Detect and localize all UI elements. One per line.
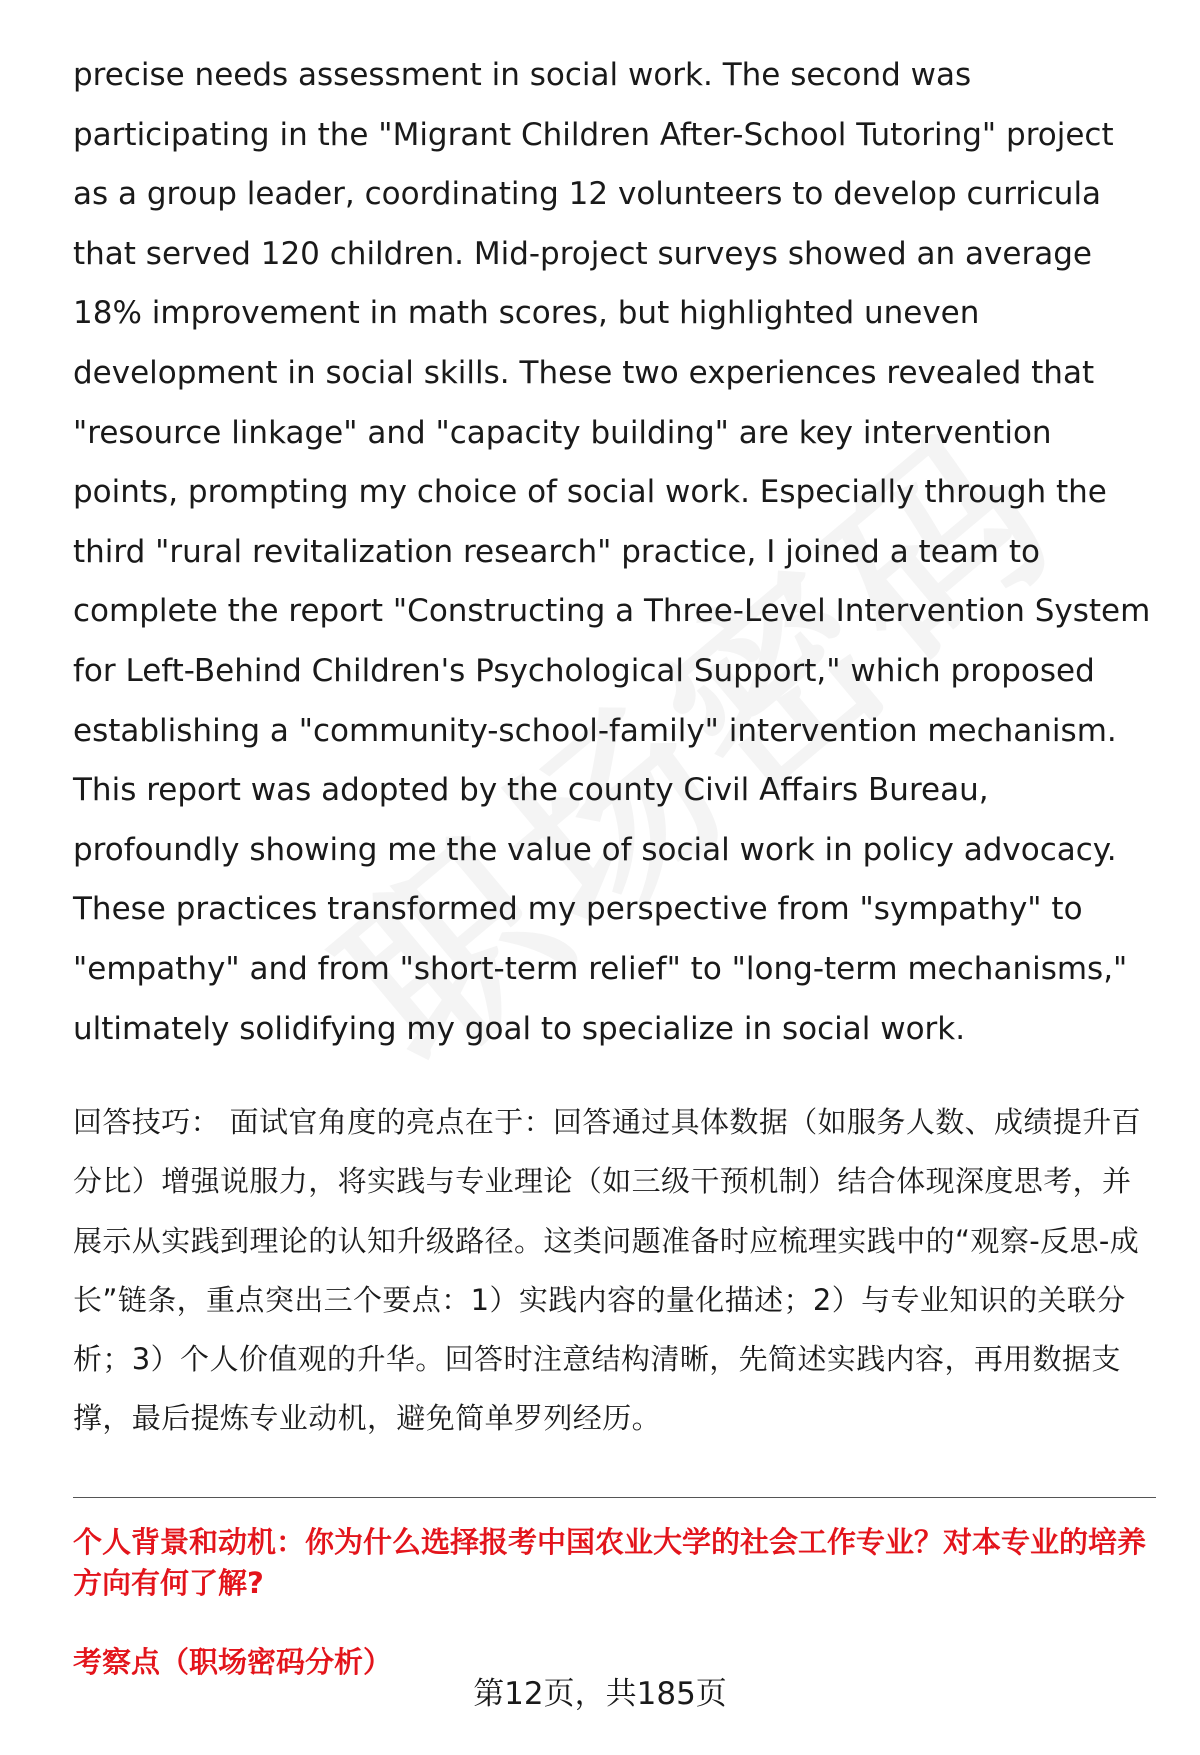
page-content [73, 46, 1158, 1683]
answer-paragraph: precise needs assessment in social work. The second was participating in the "Migrant Children After-School Tutoring" project as a group leader, coordinating 12 volunteers to develop curricula that served 120 children. Mid-project surveys showed an average 18% improvement in math scores, but highlighted uneven development in social skills. These two experiences revealed that "resource linkage" and "capacity building" are key intervention points, prompting my choice of social work. Especially through the third "rural revitalization research" practice, I joined a team to complete the report "Constructing a Three-Level Intervention System for Left-Behind Children's Psychological Support," which proposed establishing a "community-school-family" intervention mechanism. This report was adopted by the county Civil Affairs Bureau, profoundly showing me the value of social work in policy advocacy. These practices transformed my perspective from "sympathy" to "empathy" and from "short-term relief" to "long-term mechanisms," ultimately solidifying my goal to specialize in social work. [73, 57, 1151, 1047]
section-divider [73, 1497, 1156, 1498]
answer-tips-paragraph: 回答技巧： 面试官角度的亮点在于：回答通过具体数据（如服务人数、成绩提升百分比）增强说服力，将实践与专业理论（如三级干预机制）结合体现深度思考，并展示从实践到理论的认知升级路径。这类问题准备时应梳理实践中的“观察-反思-成长”链条，重点突出三个要点：1）实践内容的量化描述；2）与专业知识的关联分析；3）个人价值观的升华。回答时注意结构清晰，先简述实践内容，再用数据支撑，最后提炼专业动机，避免简单罗列经历。 [73, 1105, 1142, 1436]
question-heading: 个人背景和动机：你为什么选择报考中国农业大学的社会工作专业？对本专业的培养方向有何了解? [73, 1525, 1147, 1601]
analysis-section-label: 考察点（职场密码分析） [73, 1645, 393, 1680]
page-number: 第12页，共185页 [473, 1676, 727, 1712]
